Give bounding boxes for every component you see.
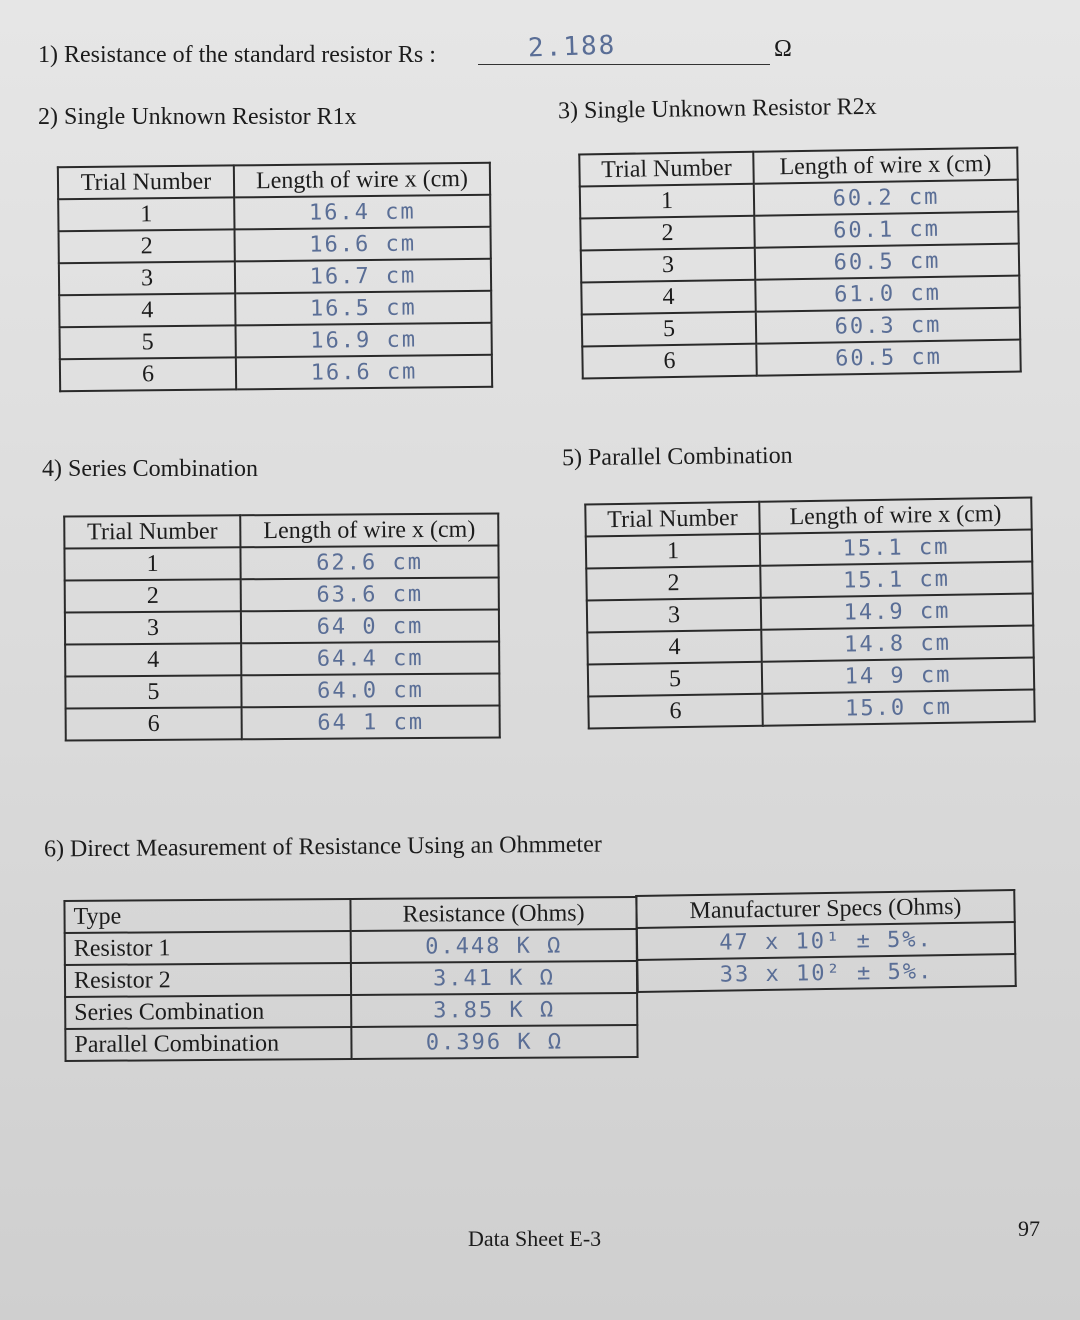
trial-number: 1 <box>64 547 240 580</box>
q1-unit: Ω <box>774 36 792 62</box>
q5-label: 5) Parallel Combination <box>561 442 793 472</box>
table-row <box>60 355 492 392</box>
wire-length: 60.1 cm <box>754 212 1018 248</box>
wire-length: 16.6 cm <box>236 355 492 390</box>
wire-length: 60.5 cm <box>755 244 1019 280</box>
header-trial: Trial Number <box>579 152 753 187</box>
header-manufacturer-specs: Manufacturer Specs (Ohms) <box>636 890 1014 928</box>
q1-label: 1) Resistance of the standard resistor Rs : <box>38 42 436 68</box>
table-row <box>59 227 491 264</box>
wire-length: 16.7 cm <box>235 259 491 294</box>
wire-length: 15.1 cm <box>760 530 1032 566</box>
trial-number: 6 <box>588 694 762 729</box>
trial-number: 1 <box>586 534 760 569</box>
table-row <box>637 954 1015 992</box>
header-trial: Trial Number <box>585 502 759 537</box>
wire-length: 15.0 cm <box>762 689 1034 725</box>
trial-number: 4 <box>587 630 761 665</box>
q1-value: 2.188 <box>527 30 617 64</box>
header-length: Length of wire x (cm) <box>753 148 1017 184</box>
table-row <box>65 577 499 612</box>
header-trial: Trial Number <box>64 515 240 548</box>
wire-length: 16.5 cm <box>235 291 491 326</box>
wire-length: 64 1 cm <box>242 705 500 739</box>
wire-length: 64.4 cm <box>241 641 499 675</box>
wire-length: 63.6 cm <box>241 577 499 611</box>
trial-number: 2 <box>59 229 235 263</box>
table-row <box>58 195 490 232</box>
q3-label: 3) Single Unknown Resistor R2x <box>557 93 877 125</box>
trial-number: 3 <box>59 261 235 295</box>
resistance-cell: 0.448 K Ω <box>351 929 637 963</box>
wire-length: 61.0 cm <box>755 276 1019 312</box>
table-row <box>59 259 491 296</box>
trial-number: 1 <box>58 197 234 231</box>
trial-number: 2 <box>65 579 241 612</box>
page-number: 97 <box>1018 1216 1040 1241</box>
trial-number: 1 <box>580 184 754 219</box>
trial-number: 6 <box>60 357 236 391</box>
header-length: Length of wire x (cm) <box>759 498 1031 534</box>
wire-length: 64 0 cm <box>241 609 499 643</box>
table-row <box>65 961 637 997</box>
q1-answer-line <box>478 64 770 65</box>
trial-number: 5 <box>65 675 241 708</box>
table-row <box>64 545 498 580</box>
table-parallel <box>584 496 1035 729</box>
table-r2x <box>578 147 1021 380</box>
type-cell: Series Combination <box>65 995 351 1029</box>
wire-length: 16.4 cm <box>234 195 490 230</box>
type-cell: Resistor 2 <box>65 963 351 997</box>
data-sheet-label: Data Sheet E-3 <box>468 1226 602 1251</box>
trial-number: 2 <box>586 566 760 601</box>
wire-length: 15.1 cm <box>760 562 1032 598</box>
trial-number: 4 <box>581 280 755 315</box>
resistance-cell: 3.41 K Ω <box>351 961 637 995</box>
table-row <box>65 993 637 1029</box>
table-row <box>66 705 500 740</box>
wire-length: 62.6 cm <box>240 545 498 579</box>
table-row <box>65 929 637 965</box>
wire-length: 14.8 cm <box>761 625 1033 661</box>
header-resistance: Resistance (Ohms) <box>350 897 636 931</box>
spec-cell: 47 x 10¹ ± 5%. <box>637 922 1015 960</box>
type-cell: Resistor 1 <box>65 931 351 965</box>
table-row <box>65 609 499 644</box>
trial-number: 5 <box>588 662 762 697</box>
trial-number: 3 <box>587 598 761 633</box>
table-r1x <box>57 162 493 393</box>
table-row <box>588 689 1034 728</box>
resistance-cell: 3.85 K Ω <box>351 993 637 1027</box>
trial-number: 6 <box>66 707 242 740</box>
wire-length: 14.9 cm <box>761 593 1033 629</box>
table-row <box>65 1025 637 1061</box>
trial-number: 5 <box>582 312 756 347</box>
table-manufacturer-specs <box>635 889 1016 993</box>
wire-length: 16.6 cm <box>234 227 490 262</box>
table-row <box>59 291 491 328</box>
q4-label: 4) Series Combination <box>42 456 258 482</box>
header-length: Length of wire x (cm) <box>234 163 490 198</box>
type-cell: Parallel Combination <box>65 1027 351 1061</box>
trial-number: 3 <box>581 248 755 283</box>
table-series <box>63 512 501 741</box>
header-type: Type <box>64 899 350 933</box>
header-length: Length of wire x (cm) <box>240 513 498 547</box>
resistance-cell: 0.396 K Ω <box>351 1025 637 1059</box>
table-row <box>60 323 492 360</box>
wire-length: 16.9 cm <box>236 323 492 358</box>
wire-length: 60.3 cm <box>756 308 1020 344</box>
q6-label: 6) Direct Measurement of Resistance Using an Ohmmeter <box>43 831 602 863</box>
q2-label: 2) Single Unknown Resistor R1x <box>38 104 357 130</box>
wire-length: 60.2 cm <box>754 180 1018 216</box>
trial-number: 4 <box>65 643 241 676</box>
header-trial: Trial Number <box>58 165 234 199</box>
trial-number: 6 <box>582 344 756 379</box>
trial-number: 3 <box>65 611 241 644</box>
wire-length: 60.5 cm <box>756 340 1020 376</box>
table-row <box>582 340 1020 379</box>
wire-length: 64.0 cm <box>241 673 499 707</box>
table-ohmmeter <box>63 896 638 1062</box>
spec-cell: 33 x 10² ± 5%. <box>637 954 1015 992</box>
trial-number: 4 <box>59 293 235 327</box>
table-row <box>65 641 499 676</box>
wire-length: 14 9 cm <box>762 657 1034 693</box>
trial-number: 5 <box>60 325 236 359</box>
trial-number: 2 <box>580 216 754 251</box>
table-row <box>65 673 499 708</box>
